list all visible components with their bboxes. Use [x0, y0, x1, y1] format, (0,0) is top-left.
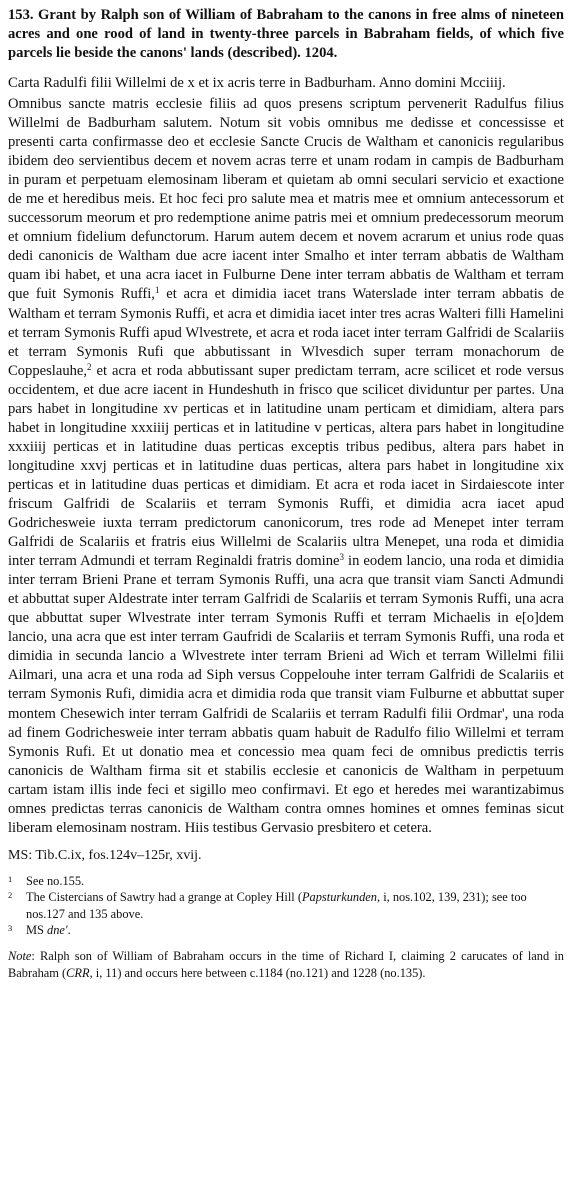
footnote-text: MS [26, 923, 48, 938]
footnote-number: 1 [8, 873, 13, 884]
charter-text-part: et acra et dimidia iacet trans Waterslade inter terram abbatis de Waltham et terram Symonis Ruffi, et acra et dimidia iacet inter tres acras Walteri filli Hamelini et terram Symonis Ruffi apud Wlvestrete, et acra et roda iacet inter terram Galfridi de Scalariis et terram Symonis Rufi que abbutissant in Wlvesdich super terram monachorum de Coppeslauhe, [8, 286, 564, 379]
footnote-italic: Papsturkunden [301, 890, 377, 905]
footnote-marker: 1 [154, 285, 160, 296]
footnote-marker: 2 [87, 361, 92, 372]
document-page [8, 0, 564, 982]
footnote-text: . [67, 923, 71, 938]
footnote-list [8, 873, 564, 939]
note-label: Note [8, 948, 32, 963]
footnote [8, 873, 564, 890]
charter-text-part: Omnibus sancte matris ecclesie filiis ad quos presens scriptum pervenerit Radulfus filius Willelmi de Badburham salutem. Notum sit vobis omnibus me dedisse et concessisse et presenti carta confirmasse deo et ecclesie Sancte Crucis de Waltham et canonicis regularibus ibidem deo servientibus decem et novem acras terre et unam rodam in campis de Badburham in puram et perpetuam elemosinam liberam et quietam ab omni seculari servicio et exactione de me et heredibus meis. Et hoc feci pro salute mea et matris mee et omnium antecessorum et successorum meorum et pro redemptione anime patris mei et omnium predecessorum meorum et omnium fidelium defunctorum. Harum autem decem et novem acrarum et unius rode quas dedi canonicis de Waltham due acre iacent inter Smalho et inter terram abbatis de Waltham quam ibi habet, et una acra iacet in Fulburne Dene inter terram abbatis de Waltham et terram que fuit Symonis Ruffi, [8, 96, 564, 303]
charter-text-part: in eodem lancio, una roda et dimidia inter terram Brieni Prane et terram Symonis Ruffi, una acra que transit viam Sancti Admundi et abbuttat super Aldestrate inter terram Galfridi de Scalariis et terram Symonis Ruffi, una acra que abbuttat super Wlvestrate inter terram Symonis Ruffi et terram Michaelis in e[o]dem lancio, una acra que est inter terram Gaufridi de Scalariis et terram Symonis Ruffi, una roda et dimidia in secunda lancio a Wlvestrete inter terram Brieni ad Wich et terram Willelmi filii Ailmari, una acra et una roda ad Siph versus Coppelouhe inter terram Galfridi de Scalariis et terram Symonis Rufi, dimidia acra et dimidia roda que transit viam Fulburne et abbuttat super montem Chesewich inter terram Galfridi de Scalariis et terram Radulfi filii Ordmar', una roda ad finem Godrichesweie inter terram abbatis quam habuit de Radulfo filio Willelmi et terram Symonis Rufi. Et ut donatio mea et concessio mea quam feci de omnibus predictis terris canonicis de Waltham firma sit et stabilis ecclesie et canonicis de Waltham in perpetuum cartam istam illis inde feci et sigillo meo confirmavi. Et ego et heredes mei warantizabimus omnes predictas terras canonicis de Waltham contra omnes homines et omnes feminas sicut liberam elemosinam nostram. Hiis testibus Gervasio presbitero et cetera. [8, 553, 565, 836]
charter-rubric: Carta Radulfi filii Willelmi de x et ix acris terre in Badburham. Anno domini Mcciiij. [8, 75, 506, 91]
entry-heading: 153. Grant by Ralph son of William of Babraham to the canons in free alms of nineteen acres and one rood of land in twenty-three parcels in Babraham fields, of which five parcels lie beside the canons' lands (described). 1204. [8, 7, 564, 61]
editorial-note [8, 948, 564, 982]
note-italic: CRR [66, 965, 90, 980]
footnote-marker: 3 [339, 552, 344, 563]
note-text: : Ralph son of William of Babraham occurs in the time of Richard I, claiming 2 carucates of land in Babraham ( [8, 948, 564, 980]
manuscript-reference: MS: Tib.C.ix, fos.124v–125r, xvij. [8, 847, 202, 863]
footnote [8, 889, 564, 922]
footnote [8, 922, 564, 939]
footnote-text: , i, nos.102, 139, 231); see too nos.127 and 135 above. [26, 890, 527, 921]
note-text: , i, 11) and occurs here between c.1184 (no.121) and 1228 (no.135). [89, 965, 426, 980]
footnote-text: See no.155. [26, 873, 85, 888]
charter-text [8, 95, 564, 838]
footnote-number: 3 [8, 923, 13, 934]
charter-text-part: et acra et roda abbutissant super predictam terram, acre scilicet et rode versus occidentem, et due acre iacent in Hundeshuth in frisco que scilicet dividuntur per partes. Una pars habet in longitudine xv perticas et in latitudine unam perticam et dimidiam, altera pars habet in longitudine xxxiiij perticas et in latitudine v perticas, altera pars habet in longitudine xxxiiij perticas et in latitudine duas perticas exceptis tribus pedibus, altera pars habet in longitudine xxvj perticas et in latitudine duas perticas, altera pars habet in longitudine xix perticas et in latitudine duas perticas et dimidiam. Et acra et roda iacet in Sirdaiescote inter friscum Galfridi de Scalariis et terram Symonis Ruffi, et dimidia acra iacet apud Godrichesweie iuxta terram predictorum canonicorum, tres rode ad Menepet inter terram Galfridi de Scalariis et fratris eius Willelmi de Scalariis ultra Menepet, una roda et dimidia inter terram Admundi et terram Reginaldi fratris domine [8, 362, 564, 570]
footnote-italic: dne' [47, 923, 68, 938]
footnote-number: 2 [8, 890, 13, 901]
footnote-text: The Cistercians of Sawtry had a grange at Copley Hill ( [26, 890, 302, 905]
